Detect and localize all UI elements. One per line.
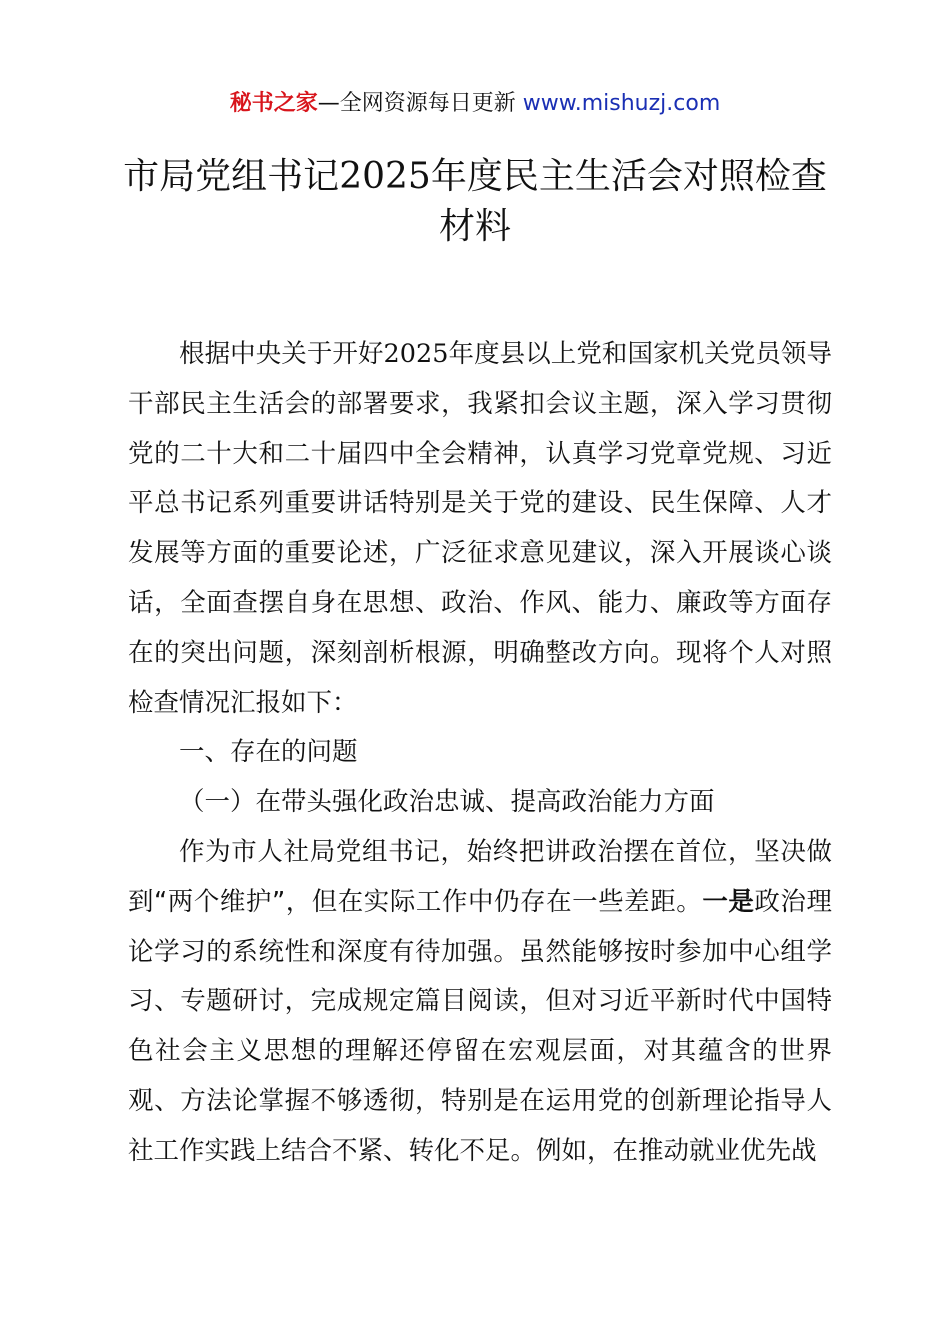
intro-before-year: 根据中央关于开好 — [179, 339, 384, 369]
document-title — [110, 152, 840, 252]
paragraph-rest: 政治理论学习的系统性和深度有待加强。虽然能够按时参加中心组学习、专题研讨，完成规定篇目阅读，但对习近平新时代中国特色社会主义思想的理解还停留在宏观层面，对其蕴含的世界观、方法论掌握不够透彻，特别是在运用党的创新理论指导人社工作实践上结合不紧、转化不足。例如，在推动就业优先战 — [128, 886, 832, 1166]
paragraph-lead: 一是 — [702, 886, 755, 917]
title-part1: 市局党组书记 — [123, 156, 340, 197]
section-heading: 一、存在的问题 — [179, 737, 358, 768]
section-paragraph — [128, 828, 832, 1177]
intro-paragraph — [128, 330, 832, 728]
title-year: 2025 — [339, 156, 431, 197]
intro-after-year: 年度县以上党和国家机关党员领导干部民主生活会的部署要求，我紧扣会议主题，深入学习贯彻党的二十大和二十届四中全会精神，认真学习党章党规、习近平总书记系列重要讲话特别是关于党的建设、民生保障、人才发展等方面的重要论述，广泛征求意见建议，深入开展谈心谈话，全面查摆自身在思想、政治、作风、能力、廉政等方面存在的突出问题，深刻剖析根源，明确整改方向。现将个人对照检查情况汇报如下： — [128, 339, 832, 718]
title-part2: 年度民主生活会对照检查材料 — [430, 156, 827, 247]
intro-year: 2025 — [383, 339, 449, 369]
brand-name: 秘书之家 — [229, 91, 318, 116]
site-url-link[interactable]: www.mishuzj.com — [522, 91, 721, 116]
paragraph-start: 作为市人社局党组书记，始终把讲政治摆在首位，坚决做到“两个维护”，但在实际工作中仍存在一些差距。 — [128, 836, 832, 917]
site-header — [0, 88, 950, 120]
subsection-heading: （一）在带头强化政治忠诚、提高政治能力方面 — [179, 787, 715, 818]
header-tagline: —全网资源每日更新 — [317, 91, 523, 116]
document-body — [128, 330, 832, 1177]
